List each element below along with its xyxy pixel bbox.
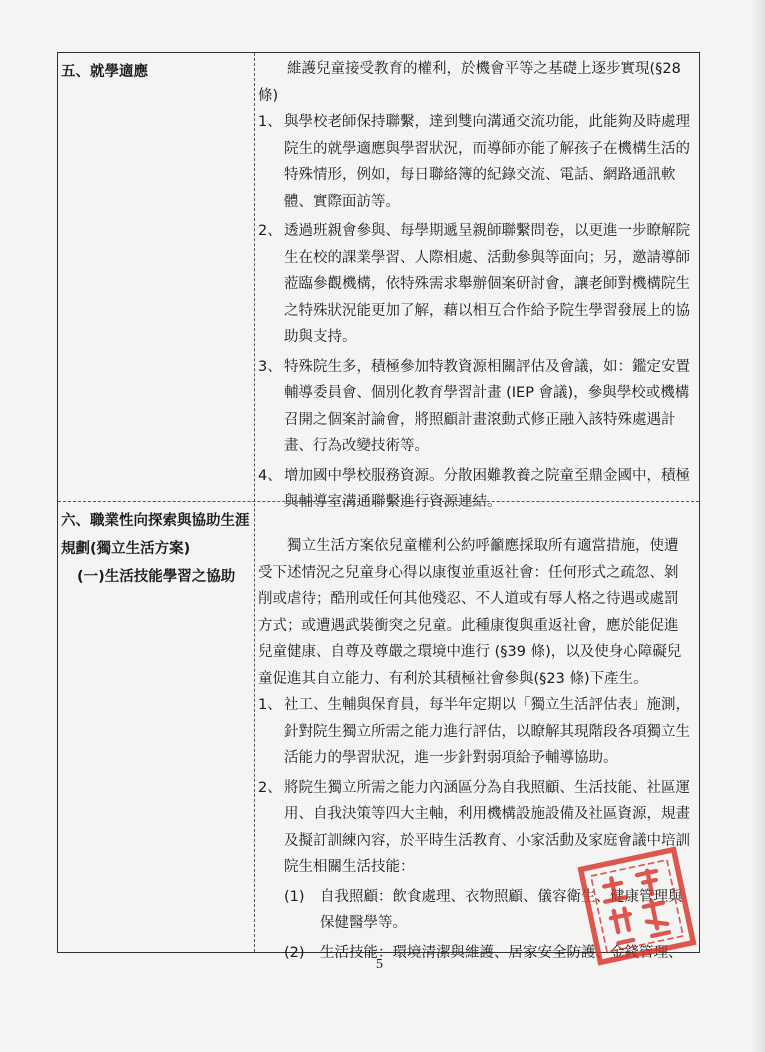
page-number: 5 bbox=[376, 957, 383, 972]
list-item bbox=[258, 354, 690, 460]
section-6-heading-cell bbox=[61, 510, 251, 588]
scan-edge-shadow bbox=[751, 0, 765, 1052]
column-divider bbox=[254, 53, 255, 952]
list-item-number: 1、 bbox=[258, 114, 282, 130]
sub-list-item-text: 生活技能：環境清潔與維護、居家安全防護、金錢管理、 bbox=[320, 944, 683, 961]
list-item bbox=[258, 692, 690, 772]
list-item-number: 1、 bbox=[258, 697, 282, 713]
sub-list-item-number: (1) bbox=[284, 888, 305, 905]
section-6-intro: 獨立生活方案依兒童權利公約呼籲應採取所有適當措施，使遭受下述情況之兒童身心得以康復並重返社會：任何形式之疏忽、剝削或虐待；酷刑或任何其他殘忍、不人道或有辱人格之待遇或處罰方式；或遭遇武裝衝突之兒童。此種康復與重返社會，應於能促進兒童健康、自尊及尊嚴之環境中進行 (§39 條)，以及使身心障礙兒童促進其自立能力、有利於其積極社會參與(§23 條)下產生。 bbox=[258, 538, 682, 687]
list-item-number: 4、 bbox=[258, 467, 282, 484]
section-5-heading: 五、就學適應 bbox=[61, 64, 148, 80]
seal-glyph-strokes bbox=[601, 869, 669, 944]
sub-list-item-text: 自我照顧：飲食處理、衣物照顧、儀容衛生、健康管理與保健醫學等。 bbox=[320, 888, 683, 931]
list-item-text: 特殊院生多，積極參加特教資源相關評估及會議，如：鑑定安置輔導委員會、個別化教育學習計畫 (IEP 會議)，參與學校或機構召開之個案討論會，將照顧計畫滾動式修正融入該特殊處遇計畫、行為改變技術等。 bbox=[284, 358, 690, 454]
list-item bbox=[258, 109, 690, 215]
section-5-intro: 維護兒童接受教育的權利，於機會平等之基礎上逐步實現(§28 條) bbox=[258, 61, 681, 104]
section-6-heading: 六、職業性向探索與協助生涯 bbox=[61, 513, 250, 529]
section-6-subheading: (一)生活技能學習之協助 bbox=[77, 569, 236, 585]
list-item-text: 透過班親會參與、每學期遞呈親師聯繫問卷，以更進一步瞭解院生在校的課業學習、人際相處、活動參與等面向；另，邀請導師蒞臨參觀機構，依特殊需求舉辦個案研討會，讓老師對機構院生之特殊狀況能更加了解，藉以相互合作給予院生學習發展上的協助與支持。 bbox=[284, 223, 690, 345]
document-table bbox=[57, 52, 700, 961]
list-item-number: 2、 bbox=[258, 223, 282, 239]
list-item-number: 3、 bbox=[258, 358, 282, 375]
list-item-text: 將院生獨立所需之能力內涵區分為自我照顧、生活技能、社區運用、自我決策等四大主軸，利用機構設施設備及社區資源，規畫及擬訂訓練內容，於平時生活教育、小家活動及家庭會議中培訓院生相關生活技能： bbox=[284, 779, 690, 875]
section-5-content bbox=[258, 56, 690, 519]
list-item-text: 增加國中學校服務資源。分散困難教養之院童至鼎金國中，積極與輔導室溝通聯繫進行資源連結。 bbox=[284, 467, 690, 510]
section-6-heading-cont: 規劃(獨立生活方案) bbox=[61, 541, 191, 557]
list-item-text: 社工、生輔與保育員，每半年定期以「獨立生活評估表」施測，針對院生獨立所需之能力進行評估，以瞭解其現階段各項獨立生活能力的學習狀況，進一步針對弱項給予輔導協助。 bbox=[284, 697, 690, 766]
list-item bbox=[258, 218, 690, 351]
list-item-number: 2、 bbox=[258, 779, 282, 796]
list-item bbox=[258, 463, 690, 516]
sub-list-item-number: (2) bbox=[284, 944, 305, 961]
section-5-heading-cell bbox=[61, 61, 251, 83]
seal-border bbox=[581, 850, 694, 963]
list-item-text: 與學校老師保持聯繫，達到雙向溝通交流功能，此能夠及時處理院生的就學適應與學習狀況，而導師亦能了解孩子在機構生活的特殊情形，例如，每日聯絡簿的紀錄交流、電話、網路通訊軟體、實際面訪等。 bbox=[284, 114, 690, 210]
official-seal-stamp bbox=[573, 842, 701, 970]
